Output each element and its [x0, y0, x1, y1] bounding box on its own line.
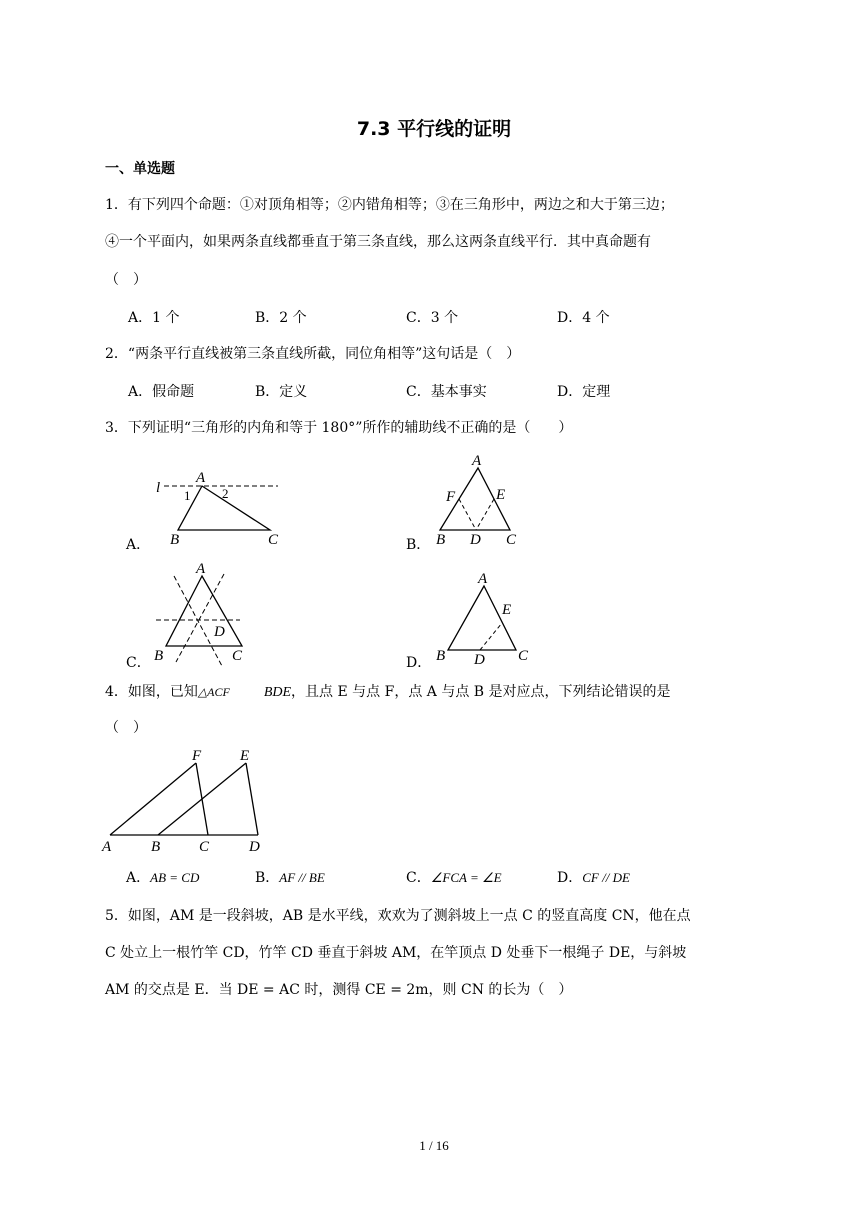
q1-option-a: A．1 个 — [128, 310, 180, 326]
q3-figure-b — [430, 450, 530, 550]
q1-line1: 1．有下列四个命题：①对顶角相等；②内错角相等；③在三角形中，两边之和大于第三边； — [105, 197, 674, 213]
q2-option-d: D．定理 — [557, 384, 611, 400]
option-math: AB = CD — [150, 870, 200, 885]
label-angle1: 1 — [184, 488, 191, 503]
q1-paren: （ ） — [105, 272, 147, 288]
option-math: AF // BE — [279, 870, 325, 885]
label-c: C — [199, 839, 210, 855]
q3-line1: 3．下列证明“三角形的内角和等于 180°”所作的辅助线不正确的是（ ） — [105, 420, 573, 436]
q2-line1: 2．“两条平行直线被第三条直线所截，同位角相等”这句话是（ ） — [105, 346, 521, 362]
label-b: B — [170, 532, 180, 548]
q3-option-c: C． — [126, 655, 151, 671]
q4-triangle-2: BDE — [263, 685, 292, 700]
label-e: E — [496, 487, 506, 503]
q5-line3: AM 的交点是 E．当 DE = AC 时，测得 CE = 2m，则 CN 的长为（ ） — [105, 982, 573, 998]
label-c: C — [268, 532, 279, 548]
page-number: 1 / 16 — [419, 1138, 449, 1153]
label-d: D — [474, 652, 485, 668]
q4-option-c — [406, 867, 502, 887]
q5-line1: 5．如图，AM 是一段斜坡，AB 是水平线，欢欢为了测斜坡上一点 C 的竖直高度 CN，他在点 — [105, 908, 691, 924]
q3-figure-d — [430, 568, 540, 668]
label-a: A — [196, 561, 206, 577]
q3-option-a: A． — [126, 537, 151, 553]
label-l: l — [156, 480, 161, 496]
q1-option-d: D．4 个 — [557, 310, 610, 326]
q4-suffix: ，且点 E 与点 F，点 A 与点 B 是对应点，下列结论错误的是 — [291, 684, 671, 700]
option-math: ∠FCA = ∠E — [430, 870, 502, 885]
line-de — [476, 499, 494, 530]
label-f: F — [192, 748, 202, 764]
q3-option-b: B． — [406, 537, 431, 553]
q1-option-c: C．3 个 — [406, 310, 459, 326]
q1-option-b: B．2 个 — [255, 310, 307, 326]
label-angle2: 2 — [222, 486, 229, 501]
section-heading: 一、单选题 — [105, 161, 175, 177]
q2-option-b: B．定义 — [255, 384, 308, 400]
label-d: D — [214, 624, 225, 640]
label-b: B — [436, 532, 446, 548]
line-de — [480, 623, 502, 650]
option-label: D． — [557, 870, 583, 886]
line-be — [158, 763, 246, 835]
label-a: A — [478, 571, 488, 587]
label-e: E — [502, 602, 512, 618]
label-e: E — [240, 748, 250, 764]
label-a: A — [472, 453, 482, 469]
label-f: F — [446, 489, 456, 505]
q4-figure — [100, 745, 275, 857]
option-label: B． — [255, 870, 280, 886]
line-fd — [459, 499, 476, 530]
label-b: B — [151, 839, 161, 855]
q2-option-a: A．假命题 — [128, 384, 195, 400]
q3-figure-c — [150, 560, 260, 668]
label-d: D — [249, 839, 260, 855]
q5-line2: C 处立上一根竹竿 CD，竹竿 CD 垂直于斜坡 AM，在竿顶点 D 处垂下一根绳子 DE，与斜坡 — [105, 945, 687, 961]
page-title: 7.3 平行线的证明 — [356, 118, 512, 140]
q4-line1 — [105, 682, 671, 703]
q3-option-d: D． — [406, 655, 432, 671]
q4-triangle-1: △ACF — [197, 685, 230, 699]
label-c: C — [506, 532, 517, 548]
triangle-abc — [448, 586, 516, 650]
line-ed — [246, 763, 258, 835]
q4-option-a — [126, 867, 199, 887]
q4-option-b — [255, 867, 325, 887]
q3-figure-a — [150, 468, 290, 550]
q2-option-c: C．基本事实 — [406, 384, 487, 400]
q4-paren: （ ） — [105, 720, 147, 736]
option-math: CF // DE — [582, 870, 630, 885]
option-label: A． — [126, 870, 151, 886]
label-c: C — [232, 648, 243, 664]
label-b: B — [436, 648, 446, 664]
label-a: A — [102, 839, 112, 855]
line-af — [110, 763, 196, 835]
option-label: C． — [406, 870, 431, 886]
label-d: D — [470, 532, 481, 548]
q4-option-d — [557, 867, 630, 887]
q1-line2: ④一个平面内，如果两条直线都垂直于第三条直线，那么这两条直线平行．其中真命题有 — [105, 234, 651, 250]
label-c: C — [518, 648, 529, 664]
label-a: A — [196, 470, 206, 486]
q4-prefix: 4．如图，已知 — [105, 684, 198, 700]
dashed-line-2 — [176, 574, 224, 662]
label-b: B — [154, 648, 164, 664]
